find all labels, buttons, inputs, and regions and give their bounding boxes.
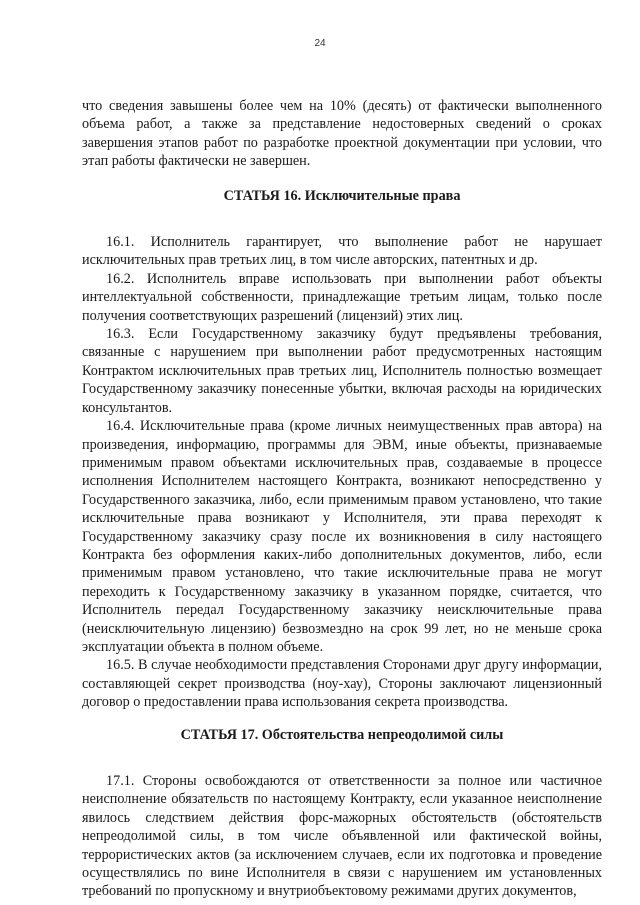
clause-16-2: 16.2. Исполнитель вправе использовать при выполнении работ объекты интеллектуальной собственности, принадлежащие третьим лицам, только после получения соответствующих разрешений (лицензий) этих лиц. xyxy=(82,270,602,324)
article-16-title: СТАТЬЯ 16. Исключительные права xyxy=(223,187,461,204)
document-body xyxy=(82,97,602,901)
intro-paragraph: что сведения завышены более чем на 10% (десять) от фактически выполненного объема работ, а также за представление недостоверных сведений о сроках завершения этапов работ по разработке проектной документации при условии, что этап работы фактически не завершен. xyxy=(82,98,602,170)
clause-16-1: 16.1. Исполнитель гарантирует, что выполнение работ не нарушает исключительных прав третьих лиц, в том числе авторских, патентных и др. xyxy=(82,234,602,269)
page-number: 24 xyxy=(314,38,326,49)
clause-16-3: 16.3. Если Государственному заказчику будут предъявлены требования, связанные с нарушением при выполнении работ предусмотренных настоящим Контрактом исключительных прав третьих лиц, Исполнитель полностью возмещает Государственному заказчику понесенные убытки, включая расходы на юридических консультантов. xyxy=(82,326,602,416)
clause-16-5: 16.5. В случае необходимости представления Сторонами друг другу информации, составляющей секрет производства (ноу-хау), Стороны заключают лицензионный договор о предоставлении права использования секрета производства. xyxy=(82,657,602,711)
clause-16-4: 16.4. Исключительные права (кроме личных неимущественных прав автора) на произведения, информацию, программы для ЭВМ, иные объекты, признаваемые применимым правом объектами исключительных прав, создаваемые в процессе исполнения Исполнителем настоящего Контракта, возникают непосредственно у Государственного заказчика, либо, если применимым правом установлено, что такие исключительные права возникают у Исполнителя, эти права переходят к Государственному заказчику сразу после их возникновения в силу настоящего Контракта без оформления каких-либо дополнительных документов, либо, если применимым правом установлено, что такие исключительные права не могут переходить к Государственному заказчику в указанном порядке, считается, что Исполнитель передал Государственному заказчику неисключительные права (неисключительную лицензию) безвозмездно на срок 99 лет, но не меньше срока эксплуатации объекта в полном объеме. xyxy=(82,418,602,655)
clause-17-1: 17.1. Стороны освобождаются от ответственности за полное или частичное неисполнение обязательств по настоящему Контракту, если указанное неисполнение явилось следствием действия форс-мажорных обстоятельств (обстоятельств непреодолимой силы, в том числе объявленной или фактической войны, террористических актов (за исключением случаев, если их подготовка и проведение осуществлялись по вине Исполнителя в связи с нарушением им установленных требований по пропускному и внутриобъектовому режимами других документов, xyxy=(82,773,602,900)
article-17-title: СТАТЬЯ 17. Обстоятельства непреодолимой силы xyxy=(180,726,504,743)
